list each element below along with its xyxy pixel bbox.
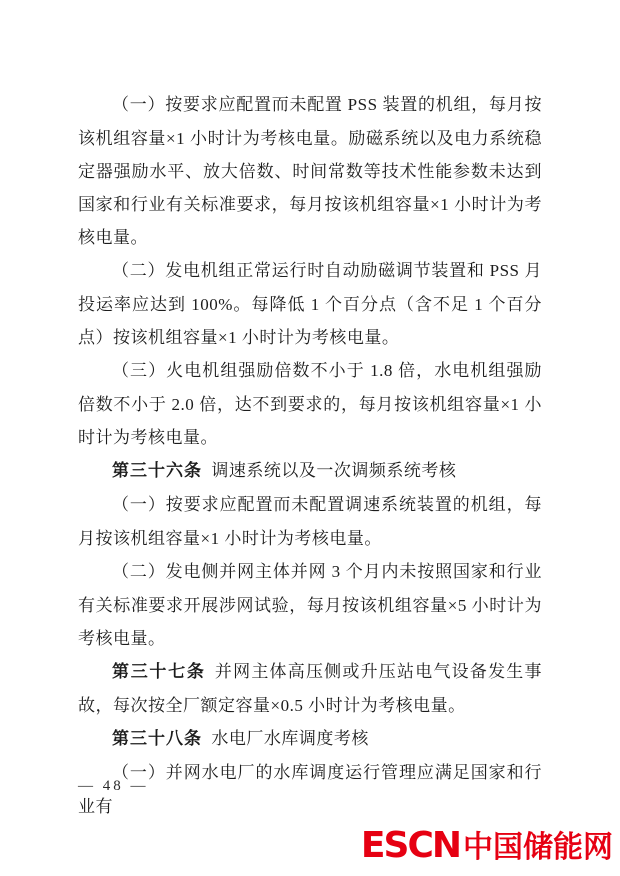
paragraph-text: 并网主体高压侧或升压站电气设备发生事故，每次按全厂额定容量×0.5 小时计为考核电量。 (78, 662, 543, 715)
paragraph-text: （一）并网水电厂的水库调度运行管理应满足国家和行业有 (78, 763, 542, 816)
article-number: 第三十七条 (112, 662, 206, 682)
paragraph (78, 88, 542, 254)
escn-logo-chinese: 中国储能网 (463, 830, 613, 865)
paragraph (78, 354, 542, 454)
article-number: 第三十八条 (112, 729, 202, 749)
document-body (78, 88, 542, 823)
paragraph (78, 488, 542, 555)
escn-watermark-logo (360, 825, 613, 866)
paragraph-text: （三）火电机组强励倍数不小于 1.8 倍，水电机组强励倍数不小于 2.0 倍，达不到要求的，每月按该机组容量×1 小时计为考核电量。 (78, 361, 542, 447)
article-number: 第三十六条 (112, 461, 202, 481)
paragraph (78, 555, 542, 655)
article-heading (78, 722, 542, 756)
article-title: 调速系统以及一次调频系统考核 (211, 461, 457, 480)
paragraph (78, 254, 542, 354)
article-heading (78, 655, 542, 722)
escn-logo-latin: ESCN (360, 825, 460, 866)
article-title: 水电厂水库调度考核 (211, 729, 369, 748)
paragraph-text: （二）发电侧并网主体并网 3 个月内未按照国家和行业有关标准要求开展涉网试验，每月按该机组容量×5 小时计为考核电量。 (78, 562, 542, 648)
paragraph-text: （一）按要求应配置而未配置调速系统装置的机组，每月按该机组容量×1 小时计为考核电量。 (78, 495, 542, 548)
page-number: — 48 — (78, 778, 149, 794)
paragraph-text: （一）按要求应配置而未配置 PSS 装置的机组，每月按该机组容量×1 小时计为考核电量。励磁系统以及电力系统稳定器强励水平、放大倍数、时间常数等技术性能参数未达到国家和行业有关标准要求，每月按该机组容量×1 小时计为考核电量。 (78, 95, 542, 247)
paragraph-text: （二）发电机组正常运行时自动励磁调节装置和 PSS 月投运率应达到 100%。每降低 1 个百分点（含不足 1 个百分点）按该机组容量×1 小时计为考核电量。 (78, 261, 542, 347)
article-heading (78, 454, 542, 488)
